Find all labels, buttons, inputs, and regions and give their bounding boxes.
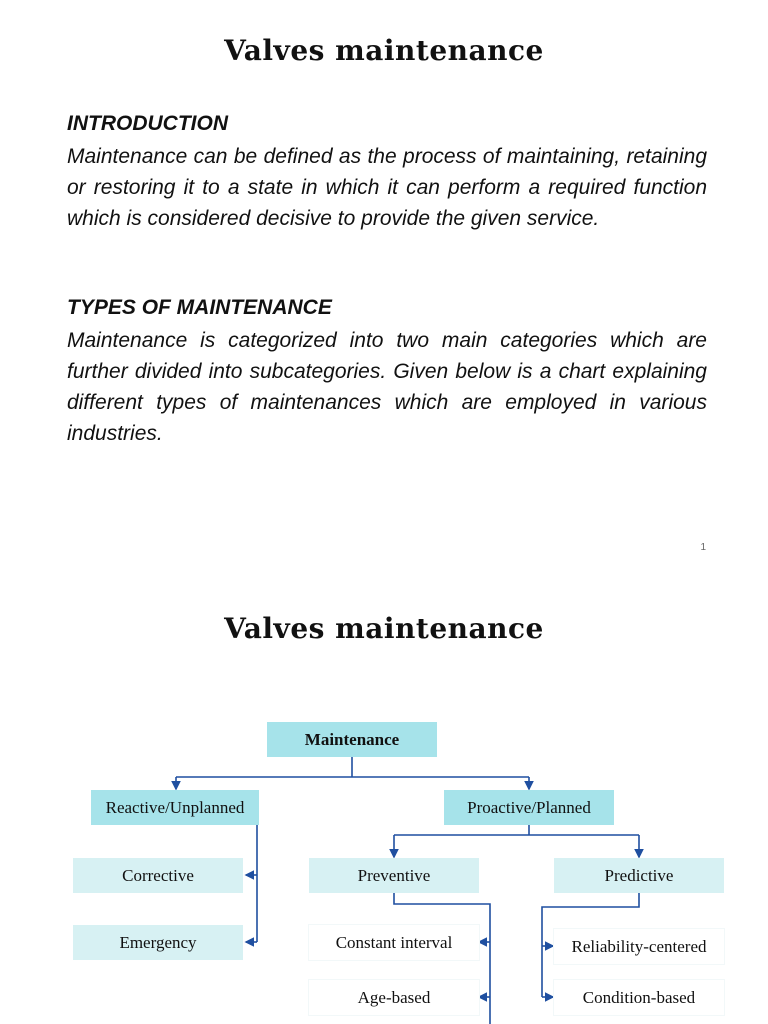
node-corrective: Corrective [73,858,243,893]
node-condition-based: Condition-based [554,980,724,1015]
slide-title: Valves maintenance [224,612,544,645]
node-reactive-unplanned: Reactive/Unplanned [91,790,259,825]
node-emergency: Emergency [73,925,243,960]
node-age-based: Age-based [309,980,479,1015]
introduction-heading: INTRODUCTION [67,112,228,135]
node-reliability-centered: Reliability-centered [554,929,724,964]
node-preventive: Preventive [309,858,479,893]
node-proactive-planned: Proactive/Planned [444,790,614,825]
types-heading: TYPES OF MAINTENANCE [67,296,332,319]
node-predictive: Predictive [554,858,724,893]
page-number: 1 [700,542,706,553]
node-maintenance: Maintenance [267,722,437,757]
slide-title: Valves maintenance [224,34,544,67]
types-paragraph: Maintenance is categorized into two main categories which are further divided into subcategories. Given below is a chart explaining different types of maintenances which are employed in various industries. [67,329,707,445]
introduction-paragraph: Maintenance can be defined as the process of maintaining, retaining or restoring it to a state in which it can perform a required function which is considered decisive to provide the given service. [67,145,707,230]
node-constant-interval: Constant interval [309,925,479,960]
slide-2 [0,574,768,1024]
